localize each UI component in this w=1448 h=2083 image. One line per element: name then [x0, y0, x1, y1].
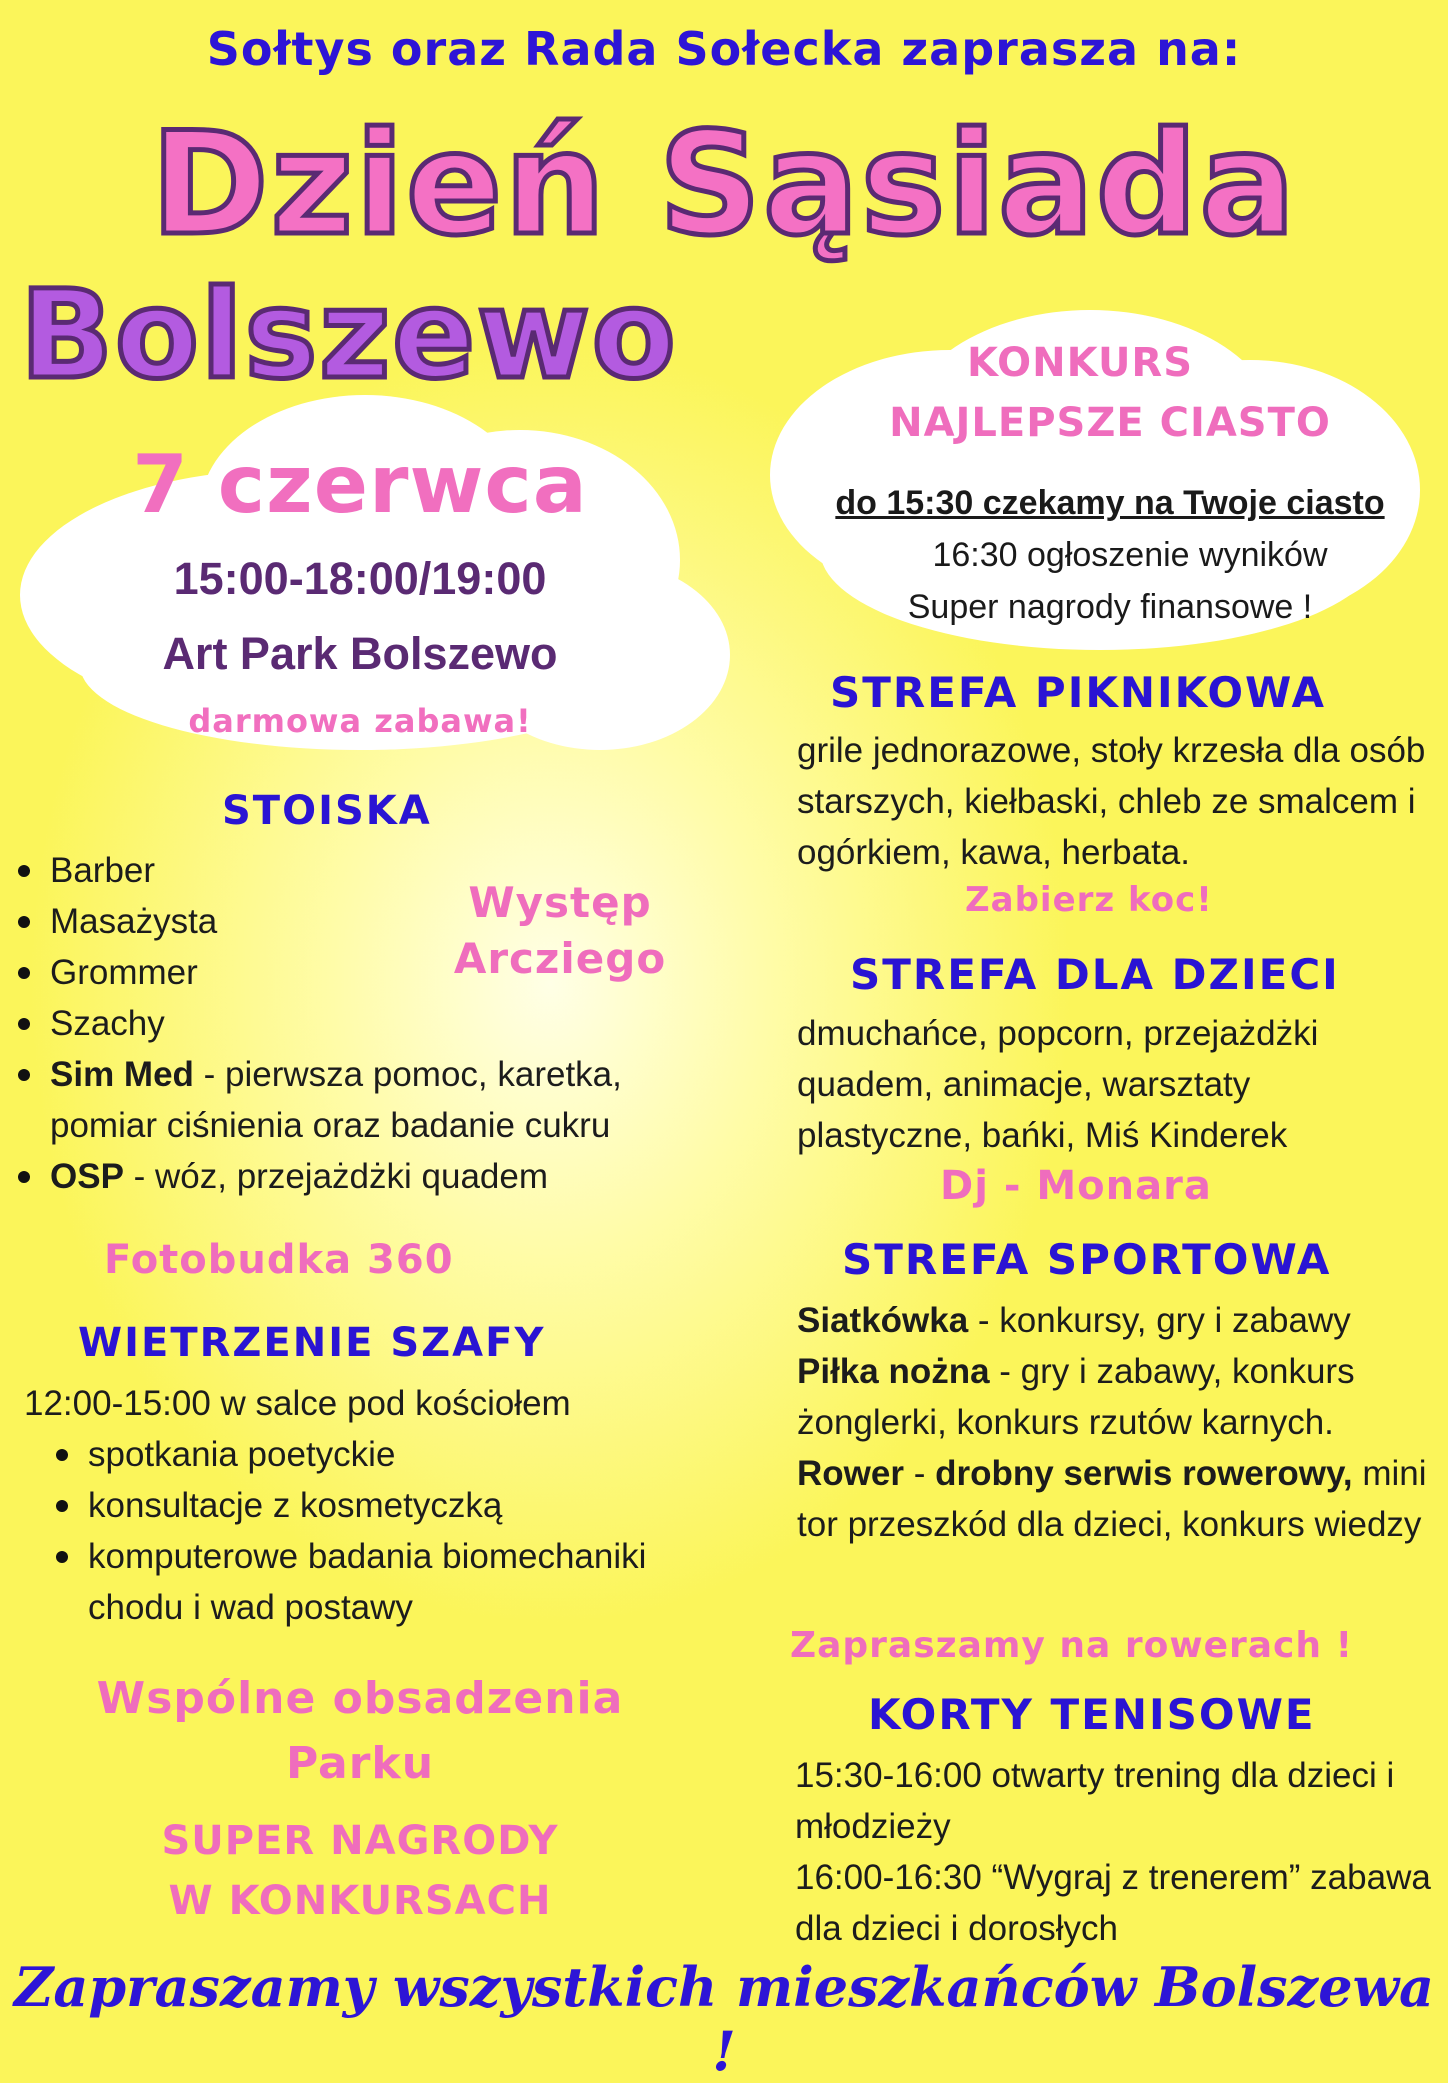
wspolne-label-1: Wspólne obsadzenia [96, 1673, 624, 1724]
wietrzenie-intro: 12:00-15:00 w salce pod kościołem [24, 1384, 571, 1423]
list-item: Masażysta [14, 896, 694, 947]
contest-title-1: KONKURS [966, 340, 1194, 386]
piknik-heading: STREFA PIKNIKOWA [830, 668, 1326, 717]
piknik-note: Zabierz koc! [965, 880, 1213, 920]
dj-label: Dj - Monara [940, 1163, 1212, 1209]
nagrody-label-1: SUPER NAGRODY [161, 1818, 559, 1864]
fotobudka-label: Fotobudka 360 [104, 1237, 454, 1283]
nagrody-label-2: W KONKURSACH [168, 1878, 552, 1924]
korty-line-1: 15:30-16:00 otwarty trening dla dzieci i młodzieży [795, 1756, 1395, 1846]
list-item: OSP - wóz, przejażdżki quadem [14, 1151, 694, 1202]
page-title: Dzień Sąsiada [150, 102, 1298, 267]
list-item: Szachy [14, 998, 694, 1049]
contest-results: 16:30 ogłoszenie wyników [932, 536, 1328, 574]
sport-note: Zapraszamy na rowerach ! [790, 1625, 1353, 1666]
wietrzenie-list [52, 1429, 692, 1633]
sport-heading: STREFA SPORTOWA [842, 1235, 1332, 1284]
event-time: 15:00-18:00/19:00 [173, 553, 547, 604]
wystep-label-1: Występ [468, 878, 652, 927]
wspolne-label-2: Parku [285, 1738, 435, 1789]
sport-pilka: Piłka nożna - gry i zabawy, konkurs żonglerki, konkurs rzutów karnych. [797, 1352, 1355, 1442]
invite-line: Sołtys oraz Rada Sołecka zaprasza na: [206, 22, 1242, 76]
piknik-text: grile jednorazowe, stoły krzesła dla osób starszych, kiełbaski, chleb ze smalcem i ogórkiem, kawa, herbata. [797, 731, 1426, 872]
stoiska-heading: STOISKA [222, 788, 432, 834]
korty-heading: KORTY TENISOWE [868, 1690, 1316, 1739]
contest-title-2: NAJLEPSZE CIASTO [889, 400, 1331, 446]
list-item: spotkania poetyckie [52, 1429, 692, 1480]
contest-prizes: Super nagrody finansowe ! [907, 588, 1313, 626]
list-item: Barber [14, 845, 694, 896]
wietrzenie-heading: WIETRZENIE SZAFY [78, 1320, 546, 1366]
event-place: Art Park Bolszewo [162, 628, 558, 679]
contest-deadline: do 15:30 czekamy na Twoje ciasto [835, 484, 1385, 522]
sport-rower: Rower - drobny serwis rowerowy, mini tor przeszkód dla dzieci, konkurs wiedzy [797, 1454, 1427, 1544]
list-item: Grommer [14, 947, 694, 998]
event-note: darmowa zabawa! [188, 702, 532, 740]
dzieci-heading: STREFA DLA DZIECI [850, 950, 1340, 999]
list-item: Sim Med - pierwsza pomoc, karetka, pomiar ciśnienia oraz badanie cukru [14, 1049, 694, 1151]
list-item: konsultacje z kosmetyczką [52, 1480, 692, 1531]
sport-siatkowka: Siatkówka - konkursy, gry i zabawy [797, 1301, 1351, 1340]
wystep-label-2: Arcziego [453, 934, 667, 983]
event-date: 7 czerwca [132, 438, 588, 531]
dzieci-text: dmuchańce, popcorn, przejażdżki quadem, animacje, warsztaty plastyczne, bańki, Miś Kinderek [797, 1014, 1319, 1155]
page-subtitle: Bolszewo [20, 264, 678, 406]
korty-line-2: 16:00-16:30 “Wygraj z trenerem” zabawa dla dzieci i dorosłych [795, 1858, 1431, 1948]
list-item: komputerowe badania biomechaniki chodu i wad postawy [52, 1531, 692, 1633]
footer-invitation: Zapraszamy wszystkich mieszkańców Bolszewa ! [13, 1955, 1435, 2083]
